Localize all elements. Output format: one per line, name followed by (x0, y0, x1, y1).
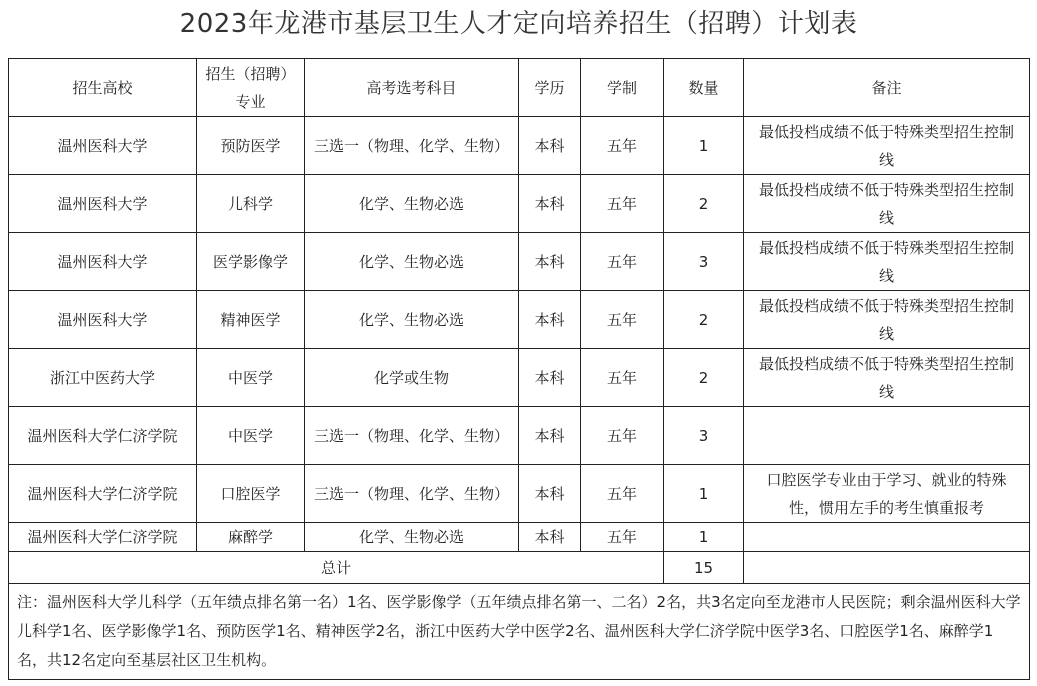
cell-subjects: 化学或生物 (305, 349, 519, 407)
cell-remark: 最低投档成绩不低于特殊类型招生控制线 (744, 291, 1030, 349)
cell-subjects: 化学、生物必选 (305, 175, 519, 233)
cell-major: 医学影像学 (197, 233, 305, 291)
total-value: 15 (664, 552, 744, 584)
cell-duration: 五年 (581, 233, 664, 291)
cell-count: 1 (664, 117, 744, 175)
cell-school: 温州医科大学仁济学院 (9, 465, 197, 523)
cell-major: 中医学 (197, 349, 305, 407)
cell-school: 温州医科大学 (9, 291, 197, 349)
header-school: 招生高校 (9, 59, 197, 117)
cell-duration: 五年 (581, 523, 664, 552)
table-row (9, 117, 1030, 175)
table-row (9, 523, 1030, 552)
page-title: 2023年龙港市基层卫生人才定向培养招生（招聘）计划表 (179, 9, 858, 39)
cell-remark: 最低投档成绩不低于特殊类型招生控制线 (744, 117, 1030, 175)
header-degree: 学历 (519, 59, 581, 117)
cell-degree: 本科 (519, 523, 581, 552)
cell-duration: 五年 (581, 117, 664, 175)
cell-degree: 本科 (519, 465, 581, 523)
cell-major: 儿科学 (197, 175, 305, 233)
cell-school: 温州医科大学仁济学院 (9, 523, 197, 552)
cell-duration: 五年 (581, 175, 664, 233)
note-row (9, 584, 1030, 680)
total-row (9, 552, 1030, 584)
cell-remark (744, 407, 1030, 465)
header-duration: 学制 (581, 59, 664, 117)
cell-subjects: 三选一（物理、化学、生物） (305, 117, 519, 175)
cell-degree: 本科 (519, 175, 581, 233)
table-header-row (9, 59, 1030, 117)
cell-count: 3 (664, 233, 744, 291)
table-row (9, 407, 1030, 465)
cell-remark: 最低投档成绩不低于特殊类型招生控制线 (744, 233, 1030, 291)
header-major: 招生（招聘）专业 (197, 59, 305, 117)
cell-remark: 口腔医学专业由于学习、就业的特殊性，惯用左手的考生慎重报考 (744, 465, 1030, 523)
total-remark-empty (744, 552, 1030, 584)
cell-duration: 五年 (581, 407, 664, 465)
cell-count: 1 (664, 523, 744, 552)
cell-count: 1 (664, 465, 744, 523)
footnote: 注：温州医科大学儿科学（五年绩点排名第一名）1名、医学影像学（五年绩点排名第一、二名）2名，共3名定向至龙港市人民医院；剩余温州医科大学儿科学1名、医学影像学1名、预防医学1名、精神医学2名，浙江中医药大学中医学2名、温州医科大学仁济学院中医学3名、口腔医学1名、麻醉学1名，共12名定向至基层社区卫生机构。 (9, 584, 1030, 680)
table-row (9, 349, 1030, 407)
cell-duration: 五年 (581, 465, 664, 523)
cell-count: 3 (664, 407, 744, 465)
cell-count: 2 (664, 291, 744, 349)
cell-major: 麻醉学 (197, 523, 305, 552)
cell-subjects: 三选一（物理、化学、生物） (305, 407, 519, 465)
cell-school: 浙江中医药大学 (9, 349, 197, 407)
cell-duration: 五年 (581, 349, 664, 407)
cell-subjects: 化学、生物必选 (305, 233, 519, 291)
cell-subjects: 三选一（物理、化学、生物） (305, 465, 519, 523)
cell-count: 2 (664, 175, 744, 233)
cell-remark: 最低投档成绩不低于特殊类型招生控制线 (744, 349, 1030, 407)
table-row (9, 465, 1030, 523)
cell-degree: 本科 (519, 349, 581, 407)
cell-degree: 本科 (519, 117, 581, 175)
cell-degree: 本科 (519, 291, 581, 349)
cell-school: 温州医科大学 (9, 175, 197, 233)
cell-degree: 本科 (519, 407, 581, 465)
header-remark: 备注 (744, 59, 1030, 117)
cell-duration: 五年 (581, 291, 664, 349)
cell-major: 口腔医学 (197, 465, 305, 523)
table-row (9, 291, 1030, 349)
cell-subjects: 化学、生物必选 (305, 523, 519, 552)
cell-major: 中医学 (197, 407, 305, 465)
cell-remark: 最低投档成绩不低于特殊类型招生控制线 (744, 175, 1030, 233)
table-row (9, 233, 1030, 291)
enrollment-plan-table (8, 58, 1030, 680)
cell-school: 温州医科大学 (9, 117, 197, 175)
header-count: 数量 (664, 59, 744, 117)
cell-degree: 本科 (519, 233, 581, 291)
cell-remark (744, 523, 1030, 552)
table-row (9, 175, 1030, 233)
cell-major: 预防医学 (197, 117, 305, 175)
cell-school: 温州医科大学仁济学院 (9, 407, 197, 465)
cell-count: 2 (664, 349, 744, 407)
cell-subjects: 化学、生物必选 (305, 291, 519, 349)
cell-major: 精神医学 (197, 291, 305, 349)
total-label: 总计 (9, 552, 664, 584)
cell-school: 温州医科大学 (9, 233, 197, 291)
header-subjects: 高考选考科目 (305, 59, 519, 117)
